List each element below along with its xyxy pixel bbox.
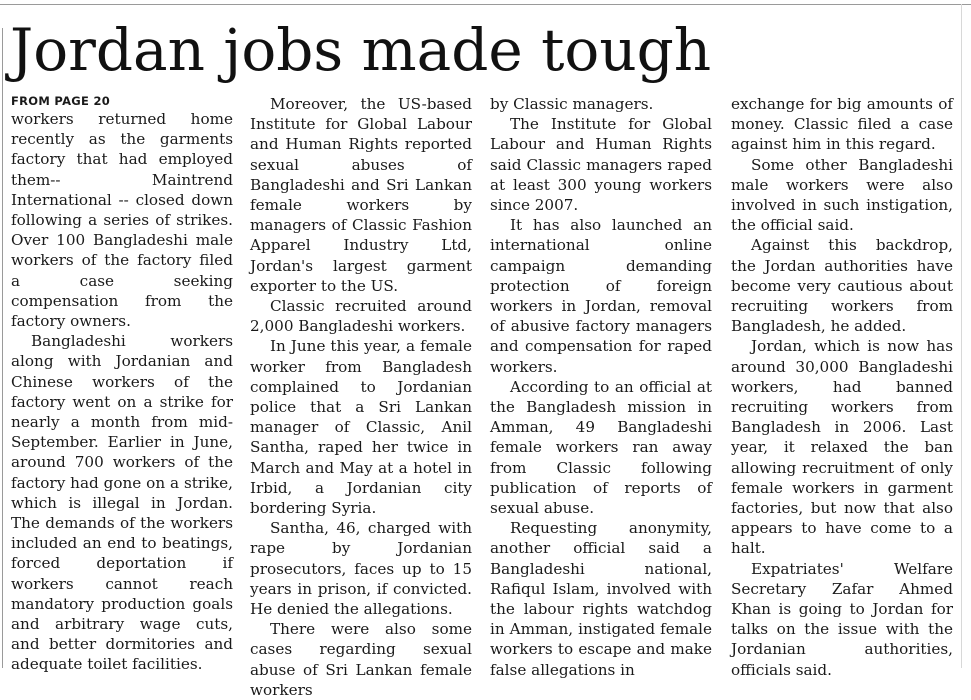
paragraph: The Institute for Global Labour and Human Rights said Classic managers raped at least 300 young workers since 2007. — [490, 115, 712, 215]
top-rule — [0, 4, 971, 5]
article-column-4 — [731, 94, 953, 680]
paragraph: There were also some cases regarding sexual abuse of Sri Lankan female workers — [250, 620, 472, 699]
continuation-kicker: FROM PAGE 20 — [11, 94, 111, 108]
article-column-3 — [490, 94, 712, 680]
article-column-2 — [250, 94, 472, 700]
article-column-1 — [11, 94, 233, 675]
paragraph: According to an official at the Bangladesh mission in Amman, 49 Bangladeshi female workers ran away from Classic following publication of reports of sexual abuse. — [490, 377, 712, 518]
paragraph: Classic recruited around 2,000 Bangladeshi workers. — [250, 297, 472, 336]
paragraph: Requesting anonymity, another official said a Bangladeshi national, Rafiqul Islam, involved with the labour rights watchdog in Amman, instigated female workers to escape and make false allegations in — [490, 519, 712, 679]
paragraph: In June this year, a female worker from Bangladesh complained to Jordanian police that a Sri Lankan manager of Classic, Anil Santha, raped her twice in March and May at a hotel in Irbid, a Jordanian city bordering Syria. — [250, 337, 472, 518]
paragraph: It has also launched an international online campaign demanding protection of foreign workers in Jordan, removal of abusive factory managers and compensation for raped workers. — [490, 216, 712, 376]
paragraph: Moreover, the US-based Institute for Global Labour and Human Rights reported sexual abuses of Bangladeshi and Sri Lankan female workers by managers of Classic Fashion Apparel Industry Ltd, Jordan's largest garment exporter to the US. — [250, 95, 472, 295]
right-edge-rule — [961, 4, 962, 668]
left-column-rule — [2, 28, 3, 668]
paragraph: workers returned home recently as the garments factory that had employed them-- Maintrend International -- closed down following a series of strikes. Over 100 Bangladeshi male workers of the factory filed a case seeking compensation from the factory owners. — [11, 110, 233, 331]
paragraph: Some other Bangladeshi male workers were also involved in such instigation, the official said. — [731, 155, 953, 235]
headline: Jordan jobs made tough — [10, 16, 712, 84]
paragraph: exchange for big amounts of money. Classic filed a case against him in this regard. — [731, 95, 953, 154]
paragraph: Bangladeshi workers along with Jordanian and Chinese workers of the factory went on a strike for nearly a month from mid-September. Earlier in June, around 700 workers of the factory had gone on a strike, which is illegal in Jordan. The demands of the workers included an end to beatings, forced deportation if workers cannot reach mandatory production goals and arbitrary wage cuts, and better dormitories and adequate toilet facilities. — [11, 332, 233, 674]
paragraph: Jordan, which is now has around 30,000 Bangladeshi workers, had banned recruiting workers from Bangladesh in 2006. Last year, it relaxed the ban allowing recruitment of only female workers in garment factories, but now that also appears to have come to a halt. — [731, 337, 953, 558]
paragraph: Expatriates' Welfare Secretary Zafar Ahmed Khan is going to Jordan for talks on the issue with the Jordanian authorities, officials said. — [731, 559, 953, 679]
paragraph: Against this backdrop, the Jordan authorities have become very cautious about recruiting workers from Bangladesh, he added. — [731, 236, 953, 336]
paragraph: by Classic managers. — [490, 95, 654, 113]
paragraph: Santha, 46, charged with rape by Jordanian prosecutors, faces up to 15 years in prison, if convicted. He denied the allegations. — [250, 519, 472, 619]
